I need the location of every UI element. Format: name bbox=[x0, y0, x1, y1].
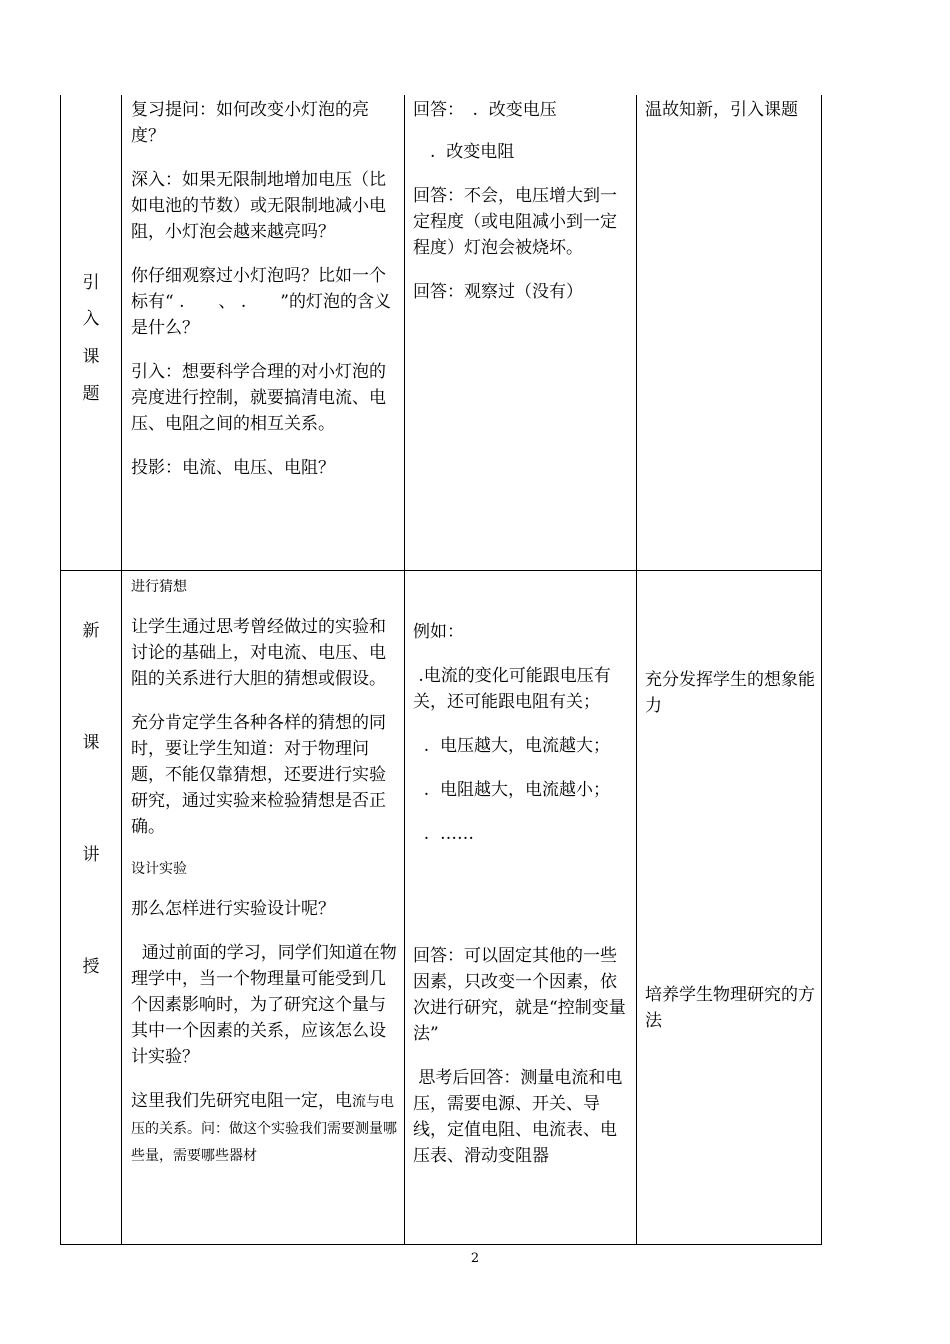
guess-affirm: 充分肯定学生各种各样的猜想的同时，要让学生知道：对于物理问题，不能仅靠猜想，还要进行实验研究，通过实验来检验猜想是否正确。 bbox=[131, 713, 386, 837]
guess-example-2: . 电压越大，电流越大； bbox=[413, 736, 611, 756]
new-lesson-student-cell bbox=[413, 619, 631, 865]
answer-voltage: 回答： . 改变电压 bbox=[413, 100, 557, 120]
section-char: 新 bbox=[82, 621, 100, 641]
answer-resistance: . 改变电阻 bbox=[413, 142, 515, 162]
section-char: 课 bbox=[82, 347, 100, 367]
new-lesson-purpose-cell-2 bbox=[645, 982, 817, 1052]
table-border-right bbox=[821, 95, 822, 1245]
column-divider-3 bbox=[636, 95, 637, 1245]
observe-question: 你仔细观察过小灯泡吗？比如一个标有“ . 、 . ”的灯泡的含义是什么？ bbox=[131, 266, 391, 338]
design-research bbox=[131, 1088, 397, 1169]
new-lesson-student-cell-2 bbox=[413, 943, 631, 1187]
lead-in-text: 引入：想要科学合理的对小灯泡的亮度进行控制，就要搞清电流、电压、电阻之间的相互关系。 bbox=[131, 362, 386, 434]
answer-control-variables: 回答：可以固定其他的一些因素，只改变一个因素，依次进行研究，就是“控制变量法” bbox=[413, 946, 626, 1044]
section-char: 课 bbox=[82, 733, 100, 753]
answer-equipment: 思考后回答：测量电流和电压，需要电源、开关、导线，定值电阻、电流表、电压表、滑动变阻器 bbox=[413, 1068, 623, 1166]
research-text-small: 流与电压的关系。问：做这个实验我们需要测量哪些量，需要哪些器材 bbox=[131, 1094, 397, 1164]
new-lesson-teacher-cell bbox=[131, 576, 397, 1169]
intro-teacher-cell bbox=[131, 97, 397, 499]
section-char: 引 bbox=[82, 273, 100, 293]
row-divider bbox=[60, 570, 822, 571]
answer-burnout: 回答：不会，电压增大到一定程度（或电阻减小到一定程度）灯泡会被烧坏。 bbox=[413, 186, 617, 258]
research-text-large: 这里我们先研究电阻一定，电 bbox=[131, 1091, 352, 1111]
heading-design: 设计实验 bbox=[131, 861, 187, 877]
section-char: 入 bbox=[82, 309, 100, 329]
review-question: 复习提问：如何改变小灯泡的亮度？ bbox=[131, 100, 369, 146]
purpose-review: 温故知新，引入课题 bbox=[645, 100, 798, 120]
section-char: 授 bbox=[82, 957, 100, 977]
intro-student-cell bbox=[413, 97, 631, 323]
guess-example-4: . …… bbox=[413, 824, 475, 844]
design-method: 通过前面的学习，同学们知道在物理学中，当一个物理量可能受到几个因素影响时，为了研究这个量与其中一个因素的关系，应该怎么设计实验？ bbox=[131, 943, 397, 1067]
section-char: 题 bbox=[82, 384, 100, 404]
purpose-research-method: 培养学生物理研究的方法 bbox=[645, 985, 815, 1031]
guess-example-3: . 电阻越大，电流越小； bbox=[413, 780, 611, 800]
column-divider-2 bbox=[404, 95, 405, 1245]
deepen-question: 深入：如果无限制地增加电压（比如电池的节数）或无限制地减小电阻，小灯泡会越来越亮吗？ bbox=[131, 170, 386, 242]
heading-guess: 进行猜想 bbox=[131, 579, 187, 595]
page-number: 2 bbox=[470, 1251, 480, 1266]
example-label: 例如： bbox=[413, 622, 464, 642]
purpose-imagination: 充分发挥学生的想象能力 bbox=[645, 670, 815, 716]
design-question: 那么怎样进行实验设计呢？ bbox=[131, 899, 335, 919]
projection-text: 投影：电流、电压、电阻？ bbox=[131, 458, 335, 478]
guess-instruction: 让学生通过思考曾经做过的实验和讨论的基础上，对电流、电压、电阻的关系进行大胆的猜想或假设。 bbox=[131, 617, 386, 689]
section-char: 讲 bbox=[82, 845, 100, 865]
table-border-bottom bbox=[60, 1244, 822, 1245]
answer-observed: 回答：观察过（没有） bbox=[413, 282, 583, 302]
guess-example-1: .电流的变化可能跟电压有关，还可能跟电阻有关； bbox=[413, 666, 611, 712]
intro-purpose-cell bbox=[645, 97, 817, 141]
new-lesson-purpose-cell-1 bbox=[645, 667, 817, 737]
